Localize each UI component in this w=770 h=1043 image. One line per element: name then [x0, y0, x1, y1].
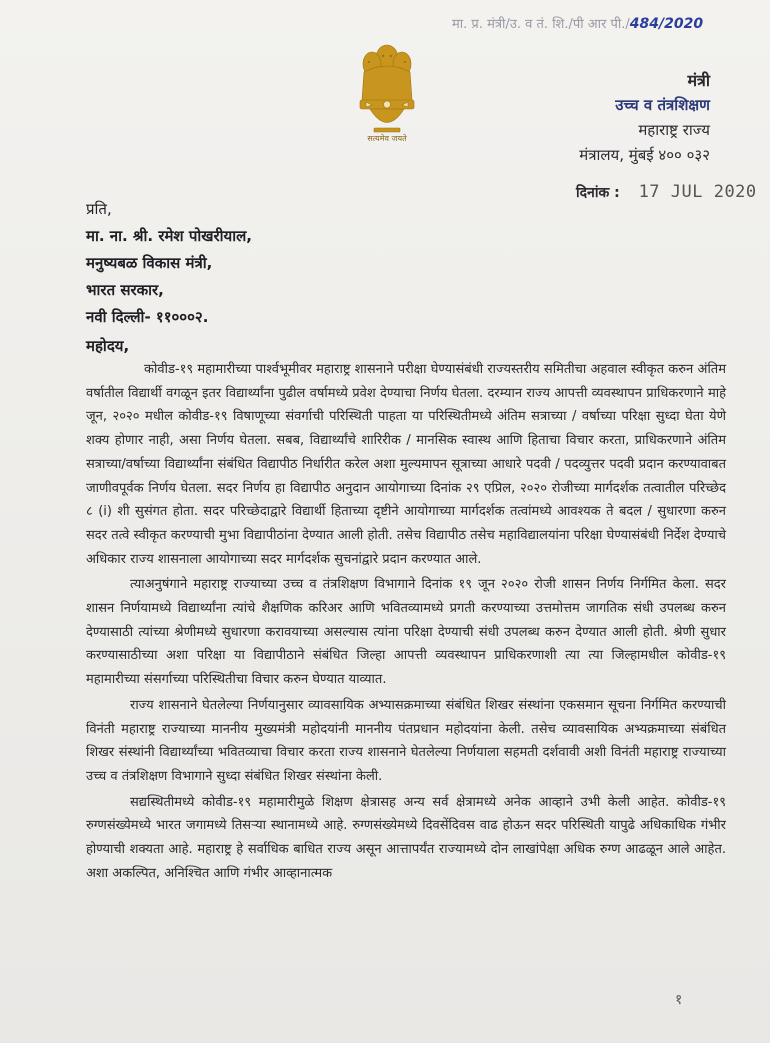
- date-label: दिनांक :: [576, 185, 620, 201]
- date-row: [576, 182, 756, 202]
- recipient-name: मा. ना. श्री. रमेश पोखरीयाल,: [86, 227, 253, 245]
- office-department: उच्च व तंत्रशिक्षण: [615, 96, 710, 114]
- national-emblem-icon: [352, 38, 422, 146]
- paragraph: त्याअनुषंगाने महाराष्ट्र राज्याच्या उच्च व तंत्रशिक्षण विभागाने दिनांक १९ जून २०२० रोजी शासन निर्णय निर्गमित केला. सदर शासन निर्णयामध्ये विद्यार्थ्यांना त्यांचे शैक्षणिक करिअर आणि भवितव्यामध्ये प्रगती करण्याच्या उत्तमोत्तम जागतिक संधी उपलब्ध करुन देण्यासाठी त्यांच्या श्रेणीमध्ये सुधारणा करावयाच्या असल्यास त्यांना परिक्षा देण्याची संधी उपलब्ध करुन देण्यात आली होती. श्रेणी सुधार करण्यासाठीच्या अशा परिक्षा या विद्यापीठाने संबंधित जिल्हा आपत्ती व्यवस्थापन प्राधिकरणाशी त्या त्या जिल्हामधील कोवीड-१९ महामारीच्या संसर्गाच्या परिस्थितीचा विचार करुन घेण्यात याव्यात.: [86, 577, 726, 688]
- paragraph: सद्यस्थितीमध्ये कोवीड-१९ महामारीमुळे शिक्षण क्षेत्रासह अन्य सर्व क्षेत्रामध्ये अनेक आव्हाने उभी केली आहेत. कोवीड-१९ रुग्णसंख्येमध्ये भारत जगामध्ये तिसऱ्या स्थानामध्ये आहे. रुग्णसंख्येमध्ये दिवसेंदिवस वाढ होऊन सदर परिस्थिती यापुढे अधिकाधिक गंभीर होण्याची शक्यता आहे. महाराष्ट्र हे सर्वाधिक बाधित राज्य असून आत्तापर्यंत राज्यामध्ये दोन लाखांपेक्षा अधिक रुग्ण आढळून आले आहेत. अशा अकल्पित, अनिश्चित आणि गंभीर आव्हानात्मक: [86, 794, 726, 881]
- letter-body: [86, 358, 726, 887]
- recipient-address: [86, 196, 446, 331]
- office-block: [490, 68, 710, 168]
- recipient-designation: मनुष्यबळ विकास मंत्री,: [86, 254, 213, 272]
- recipient-government: भारत सरकार,: [86, 281, 164, 299]
- salutation: महोदय,: [86, 337, 130, 355]
- office-address: मंत्रालय, मुंबई ४०० ०३२: [579, 146, 710, 164]
- emblem-caption: सत्यमेव जयते: [367, 134, 407, 143]
- reference-handwritten: 484/2020: [629, 16, 704, 32]
- page-number: १: [675, 992, 683, 1008]
- reference-printed: मा. प्र. मंत्री/उ. व तं. शि./पी आर पी./: [452, 17, 630, 32]
- reference-number: [452, 14, 752, 32]
- paragraph: राज्य शासनाने घेतलेल्या निर्णयानुसार व्यावसायिक अभ्यासक्रमाच्या संबंधित शिखर संस्थांना एकसमान सूचना निर्गमित करण्याची विनंती महाराष्ट्र राज्याच्या माननीय मुख्यमंत्री महोदयांनी माननीय पंतप्रधान महोदयांना केली. तसेच व्यावसायिक अभ्यक्रमाच्या संबंधित शिखर संस्थांनी विद्यार्थ्यांच्या भवितव्याचा विचार करता राज्य शासनाने घेतलेल्या निर्णयाला सहमती दर्शवावी अशी विनंती महाराष्ट्र राज्याच्या उच्च व तंत्रशिक्षण विभागाने सुध्दा संबंधित शिखर संस्थांना केली.: [86, 697, 726, 784]
- office-title: मंत्री: [687, 71, 710, 90]
- recipient-to: प्रति,: [86, 200, 112, 218]
- office-state: महाराष्ट्र राज्य: [638, 121, 710, 139]
- date-stamp: 17 JUL 2020: [638, 182, 757, 202]
- paragraph: कोवीड-१९ महामारीच्या पार्श्वभूमीवर महाराष्ट्र शासनाने परीक्षा घेण्यासंबंधी राज्यस्तरीय समितीचा अहवाल स्वीकृत करुन अंतिम वर्षातील विद्यार्थी वगळून इतर विद्यार्थ्यांना पुढील वर्षामध्ये प्रवेश देण्याचा निर्णय घेतला. दरम्यान राज्य आपत्ती व्यवस्थापन प्राधिकरणाने माहे जून, २०२० मधील कोवीड-१९ विषाणूच्या संवर्गाची परिस्थिती पाहता या परिस्थितीमध्ये अंतिम सत्राच्या / वर्षाच्या परिक्षा सुध्दा घेता येणे शक्य होणार नाही, असा निर्णय घेतला. सबब, विद्यार्थ्यांचे शारिरीक / मानसिक स्वास्थ आणि हिताचा विचार करता, प्राधिकरणाने अंतिम सत्राच्या/वर्षाच्या विद्यार्थ्यांना संबंधित विद्यापीठ निर्धारीत करेल अशा मुल्यमापन सूत्राच्या आधारे पदवी / पदव्युत्तर पदवी प्रदान करण्यावाबत जाणीवपूर्वक निर्णय घेतला. सदर निर्णय हा विद्यापीठ अनुदान आयोगाच्या दिनांक २९ एप्रिल, २०२० रोजीच्या मार्गदर्शक तत्वातील परिच्छेद ८ (i) शी सुसंगत होता. सदर परिच्छेदाद्वारे विद्यार्थी हिताच्या दृष्टीने आयोगाच्या मार्गदर्शक तत्वांमध्ये आवश्यक ते बदल / सुधारणा करुन सदर तत्वे स्वीकृत करण्याची मुभा विद्यापीठांना देण्यात आली होती. तसेच विद्यापीठ तसेच महाविद्यालयांना परिक्षा घेण्यासंबंधी निर्देश देण्याचे अधिकार राज्य शासनाला आयोगाच्या सदर मार्गदर्शक सुचनांद्वारे प्रदान करण्यात आले.: [86, 362, 726, 567]
- recipient-city: नवी दिल्ली- ११०००२.: [86, 308, 209, 326]
